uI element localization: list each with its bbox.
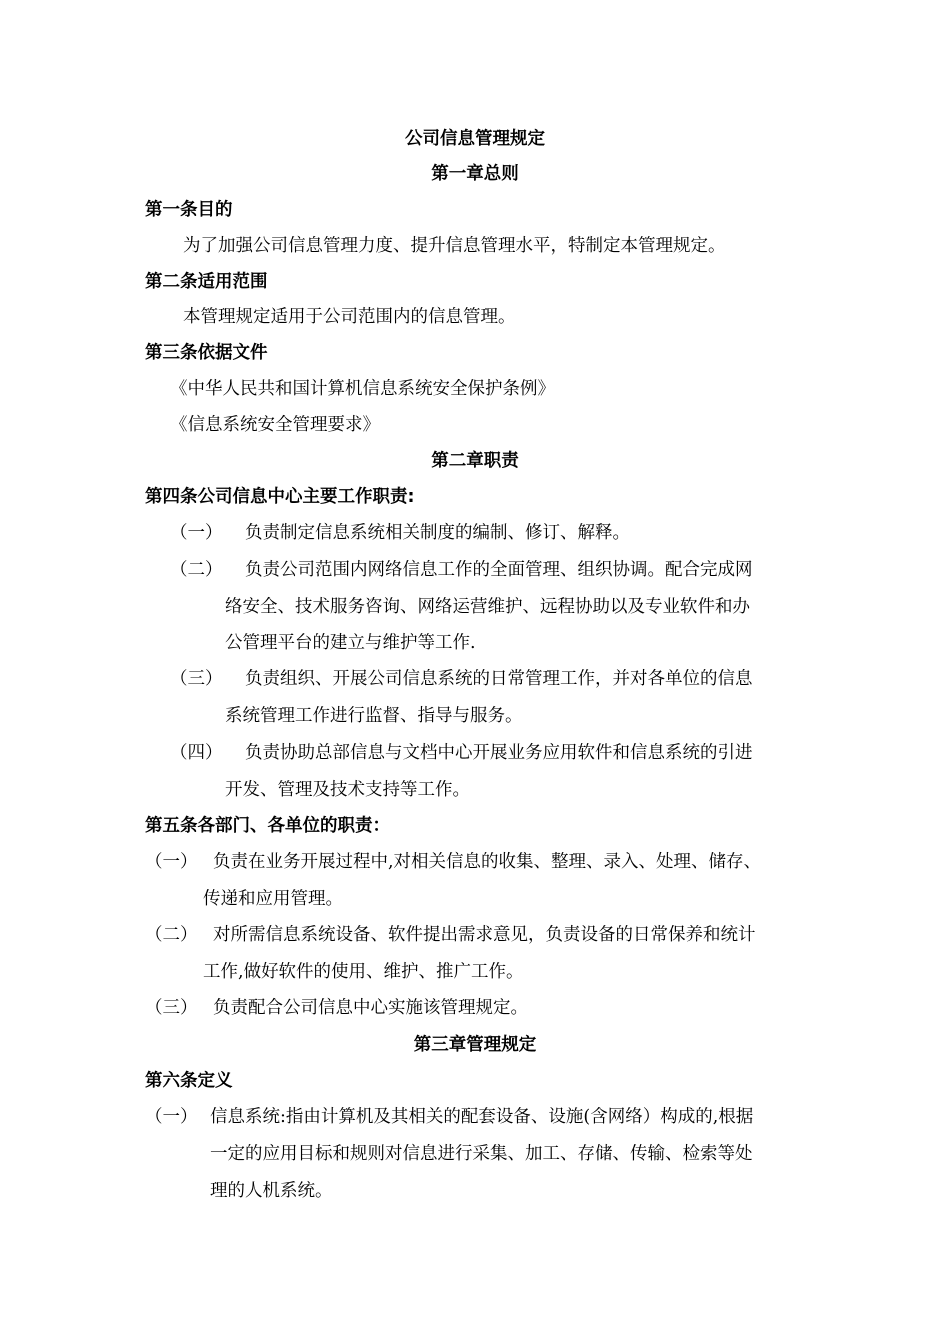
chapter3-heading: 第三章管理规定: [413, 1035, 537, 1055]
article4-item-number: （四）: [170, 743, 223, 763]
reference-doc: 《中华人民共和国计算机信息系统安全保护条例》: [170, 379, 555, 399]
article6-item-text: 信息系统:指由计算机及其相关的配套设备、设施(含网络）构成的,根据: [210, 1107, 754, 1127]
article6-item-number: （一）: [145, 1107, 198, 1127]
article4-item-number: （一）: [170, 523, 223, 543]
article4-item-text: 公管理平台的建立与维护等工作.: [225, 633, 476, 653]
article5-item-text: 对所需信息系统设备、软件提出需求意见，负责设备的日常保养和统计: [213, 925, 756, 945]
article5-item-text: 传递和应用管理。: [203, 889, 343, 909]
chapter2-heading: 第二章职责: [431, 451, 519, 471]
article6-item-text: 一定的应用目标和规则对信息进行采集、加工、存储、传输、检索等处: [210, 1144, 753, 1164]
article5-item-number: （三）: [145, 998, 198, 1018]
article4-item-number: （三）: [170, 669, 223, 689]
article5-heading: 第五条各部门、各单位的职责：: [145, 816, 390, 836]
article4-item-text: 系统管理工作进行监督、指导与服务。: [225, 706, 523, 726]
article4-heading: 第四条公司信息中心主要工作职责:: [145, 487, 415, 507]
article4-item-text: 负责协助总部信息与文档中心开展业务应用软件和信息系统的引进: [245, 743, 753, 763]
article4-item-text: 负责制定信息系统相关制度的编制、修订、解释。: [245, 523, 630, 543]
article5-item-number: （二）: [145, 925, 198, 945]
article5-item-text: 工作,做好软件的使用、维护、推广工作。: [203, 962, 524, 982]
document-title: 公司信息管理规定: [405, 129, 545, 149]
article2-heading: 第二条适用范围: [145, 272, 268, 292]
reference-doc: 《信息系统安全管理要求》: [170, 415, 380, 435]
chapter1-heading: 第一章总则: [431, 164, 519, 184]
article1-text: 为了加强公司信息管理力度、提升信息管理水平，特制定本管理规定。: [183, 236, 726, 256]
article4-item-text: 负责公司范围内网络信息工作的全面管理、组织协调。配合完成网: [245, 560, 753, 580]
article4-item-text: 负责组织、开展公司信息系统的日常管理工作，并对各单位的信息: [245, 669, 753, 689]
article4-item-text: 络安全、技术服务咨询、网络运营维护、远程协助以及专业软件和办: [225, 597, 750, 617]
article5-item-number: （一）: [145, 852, 198, 872]
article5-item-text: 负责在业务开展过程中,对相关信息的收集、整理、录入、处理、储存、: [213, 852, 762, 872]
article6-item-text: 理的人机系统。: [210, 1181, 333, 1201]
article6-heading: 第六条定义: [145, 1071, 233, 1091]
article1-heading: 第一条目的: [145, 200, 233, 220]
article4-item-text: 开发、管理及技术支持等工作。: [225, 780, 470, 800]
article2-text: 本管理规定适用于公司范围内的信息管理。: [183, 307, 516, 327]
article4-item-number: （二）: [170, 560, 223, 580]
article3-heading: 第三条依据文件: [145, 343, 268, 363]
article5-item-text: 负责配合公司信息中心实施该管理规定。: [213, 998, 528, 1018]
